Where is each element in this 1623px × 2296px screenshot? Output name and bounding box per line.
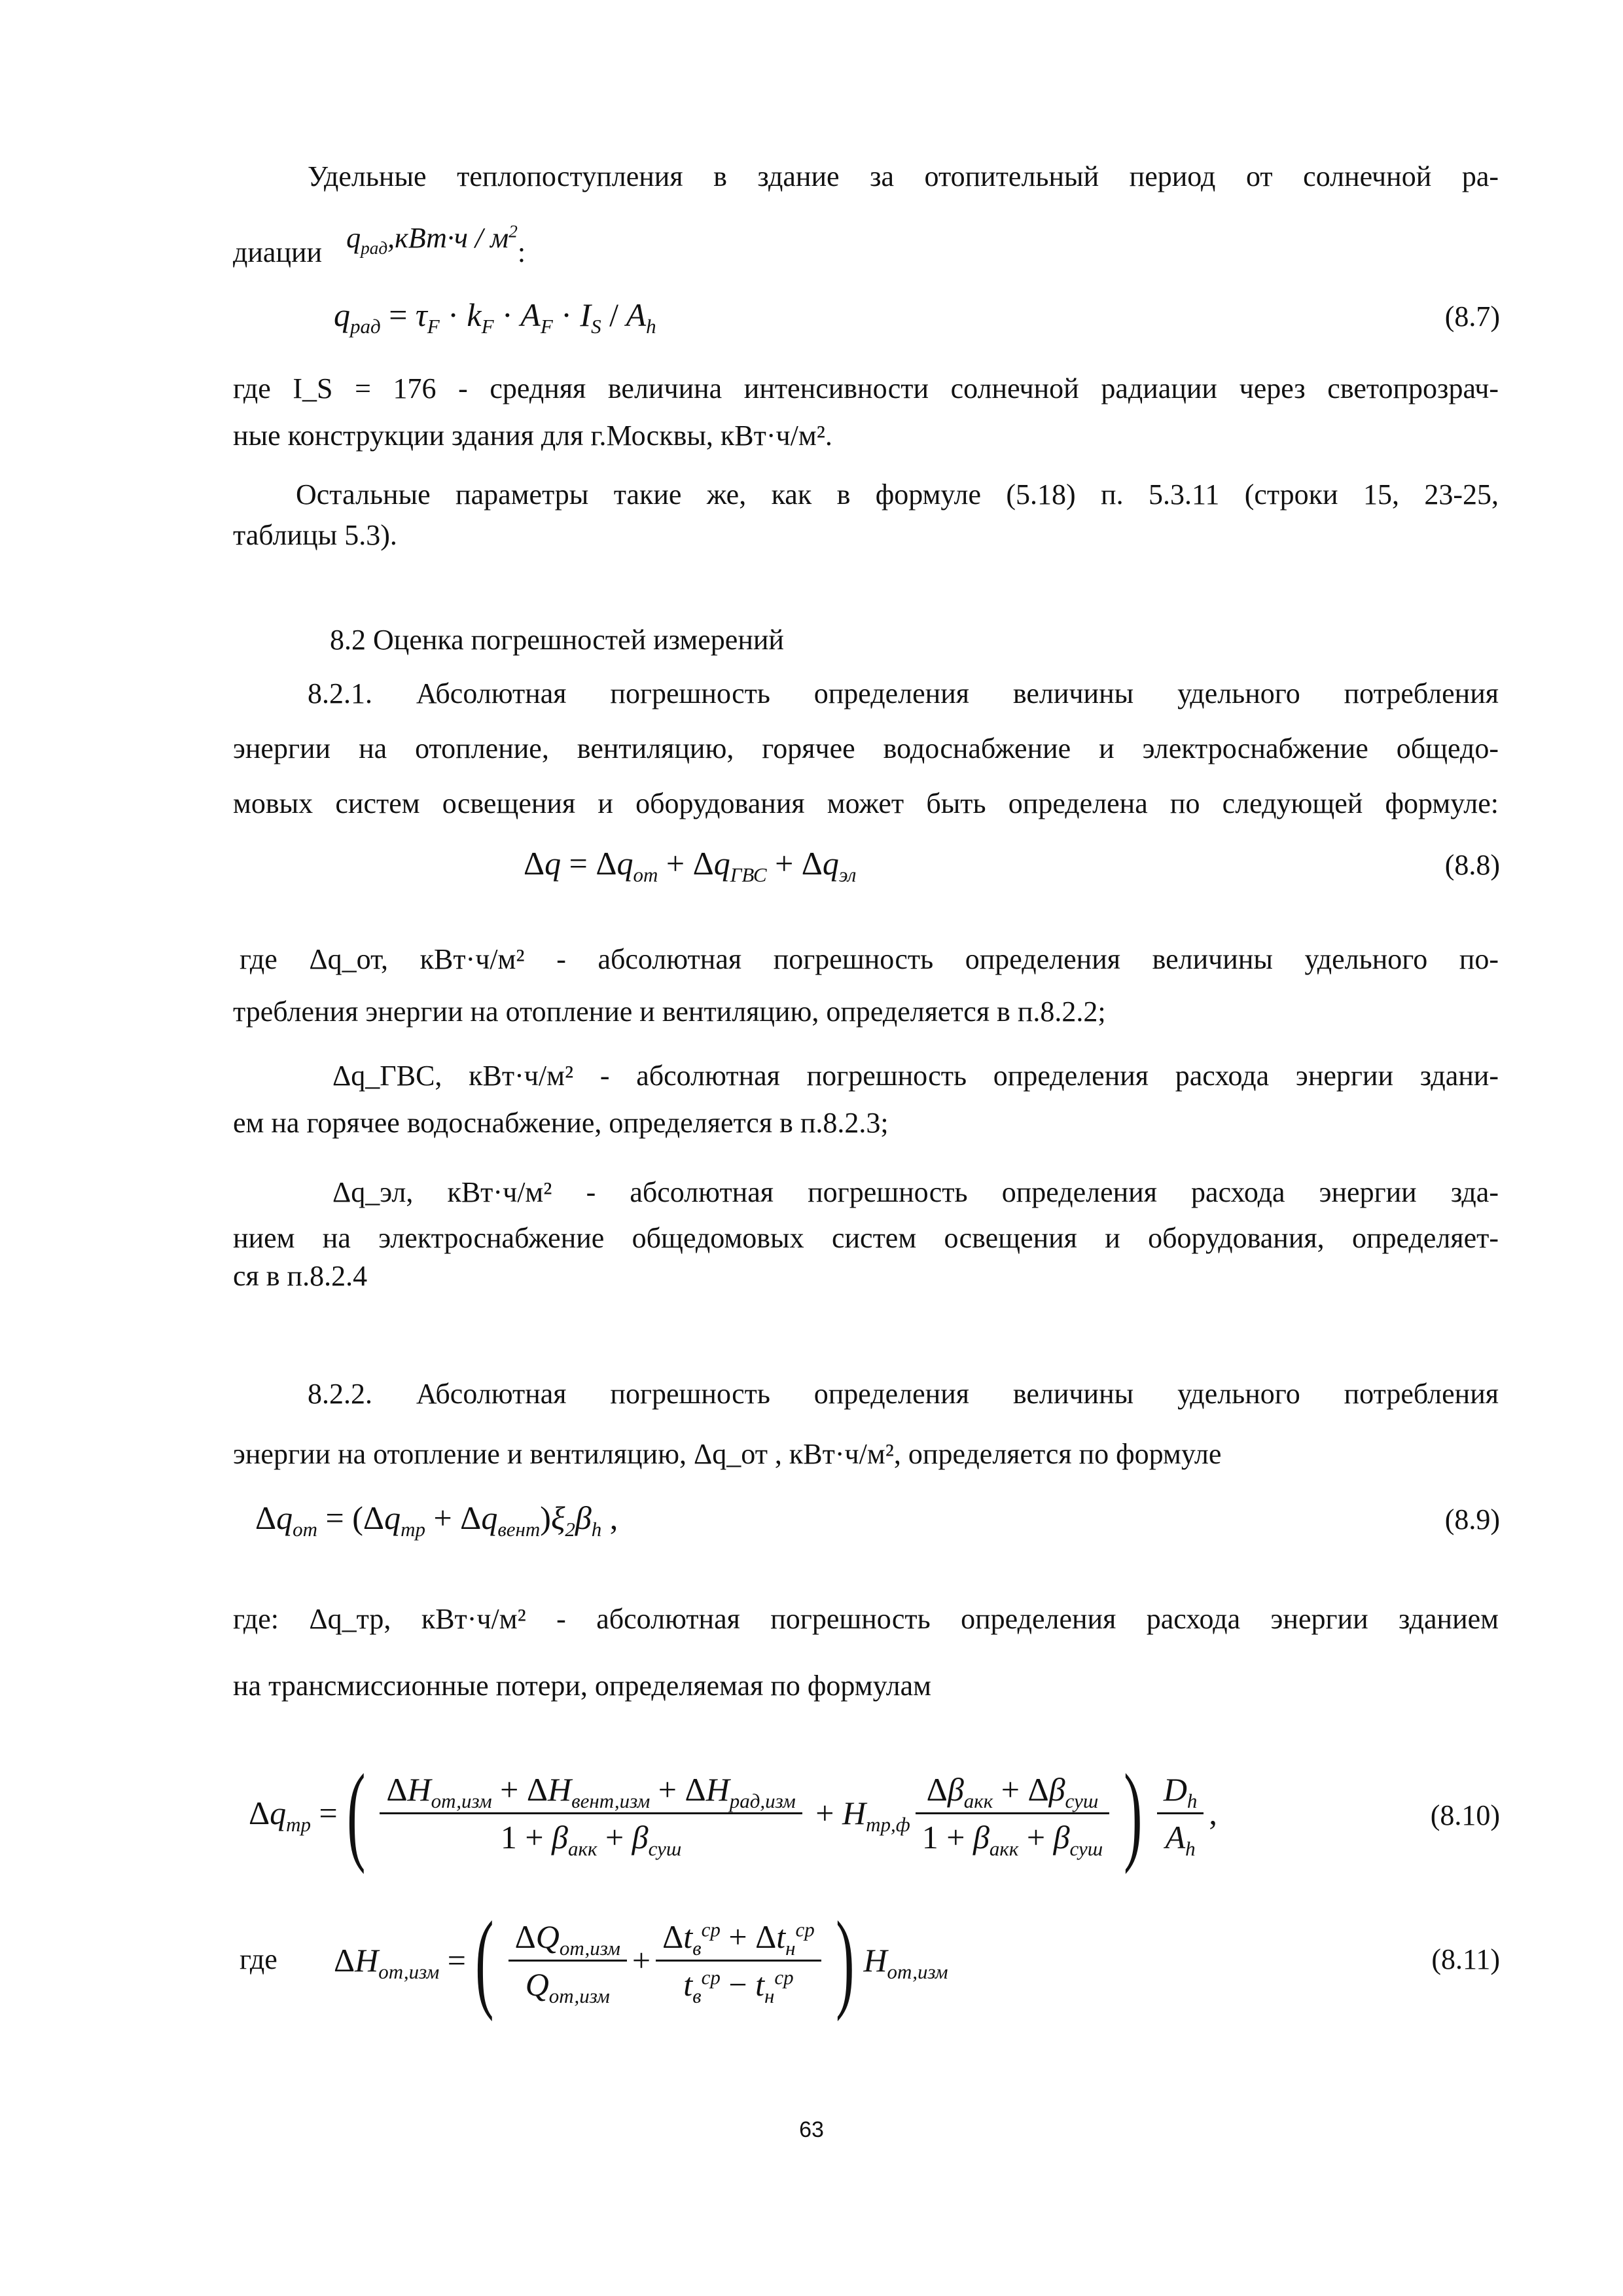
paragraph-dq-electric-line3: ся в п.8.2.4: [233, 1260, 368, 1292]
paragraph-dq-heating-line2: требления энергии на отопление и вентиляцию, определяется в п.8.2.2;: [233, 996, 1106, 1028]
paragraph-other-params-line1: Остальные параметры такие же, как в формуле (5.18) п. 5.3.11 (строки 15, 23-25,: [296, 478, 1499, 511]
paragraph-solar-gains-line1: Удельные теплопоступления в здание за отопительный период от солнечной ра-: [308, 160, 1499, 192]
paragraph-8-2-2-line1: 8.2.2. Абсолютная погрешность определения величины удельного потребления: [308, 1378, 1499, 1410]
paragraph-dq-transmission-line2: на трансмиссионные потери, определяемая по формулам: [233, 1670, 931, 1702]
paragraph-dq-electric-line2: нием на электроснабжение общедомовых систем освещения и оборудования, определяет-: [233, 1222, 1499, 1254]
paragraph-dq-electric-line1: Δq_эл, кВт·ч/м² - абсолютная погрешность определения расхода энергии зда-: [332, 1176, 1499, 1208]
equation-8-11-lead: где: [240, 1943, 277, 1975]
equation-number-8-11: (8.11): [1431, 1943, 1500, 1975]
paragraph-dq-transmission-line1: где: Δq_тр, кВт·ч/м² - абсолютная погрешность определения расхода энергии зданием: [233, 1603, 1499, 1635]
paragraph-irradiance-line1: где I_S = 176 - средняя величина интенсивности солнечной радиации через светопрозрач-: [233, 372, 1499, 404]
solar-gains-unit-math: $q_{рад},кВт\cdot ч / м^2$: [346, 221, 518, 258]
paragraph-dq-heating-line1: где Δq_от, кВт·ч/м² - абсолютная погрешность определения величины удельного по-: [240, 943, 1499, 975]
paragraph-8-2-1-line2: энергии на отопление, вентиляцию, горячее водоснабжение и электроснабжение общедо-: [233, 732, 1499, 764]
equation-number-8-9: (8.9): [1444, 1503, 1500, 1535]
equation-8-7: $q_{рад} = \tau_F \cdot k_F \cdot A_F \cdot I_S / A_h$: [334, 296, 656, 338]
paragraph-dq-dhw-line2: ем на горячее водоснабжение, определяется в п.8.2.3;: [233, 1107, 889, 1139]
equation-8-8: $\Delta q = \Delta q_{от} + \Delta q_{ГВС} + \Delta q_{эл}$: [524, 845, 857, 886]
equation-8-11: $\Delta H_{от,изм}$ = ( $\frac{\Delta Q_{от,изм}}{Q_{от,изм}}$ + $\frac{\Delta t_в^{ср} + \Delta t_н^{ср}}{t_в^{ср} - t_н^{ср}}$ ) $H_{от,изм}$: [334, 1899, 948, 2022]
paragraph-other-params-line2: таблицы 5.3).: [233, 519, 397, 551]
paragraph-solar-gains-line2: диации $q_{рад},кВт\cdot ч / м^2$:: [233, 221, 526, 268]
equation-number-8-7: (8.7): [1444, 300, 1500, 332]
section-heading-8-2: 8.2 Оценка погрешностей измерений: [330, 624, 784, 656]
paragraph-8-2-1-line1: 8.2.1. Абсолютная погрешность определения величины удельного потребления: [308, 677, 1499, 709]
equation-number-8-10: (8.10): [1430, 1799, 1500, 1831]
paragraph-irradiance-line2: ные конструкции здания для г.Москвы, кВт·ч/м².: [233, 420, 832, 452]
paragraph-solar-gains-text: диации: [233, 236, 323, 268]
paragraph-8-2-1-line3: мовых систем освещения и оборудования может быть определена по следующей формуле:: [233, 787, 1499, 819]
equation-number-8-8: (8.8): [1444, 849, 1500, 881]
page-number: 63: [799, 2117, 824, 2142]
equation-8-9: $\Delta q_{от} = (\Delta q_{тр} + \Delta q_{вент})\xi_2\beta_h$ ,: [255, 1499, 618, 1541]
equation-8-10: $\Delta q_{тр}$ = ( $\frac{\Delta H_{от,изм} + \Delta H_{вент,изм} + \Delta H_{рад,изм}}{1 + \beta_{акк} + \beta_{суш}}$ + $H_{тр,ф}$ $\frac{\Delta\beta_{акк} + \Delta\beta_{суш}}{1 + \beta_{акк} + \beta_{суш}}$ ) $\frac{D_h}{A_h}$ ,: [249, 1751, 1217, 1874]
paragraph-dq-dhw-line1: Δq_ГВС, кВт·ч/м² - абсолютная погрешность определения расхода энергии здани-: [332, 1060, 1499, 1092]
paragraph-8-2-2-line2: энергии на отопление и вентиляцию, Δq_от , кВт·ч/м², определяется по формуле: [233, 1438, 1222, 1470]
